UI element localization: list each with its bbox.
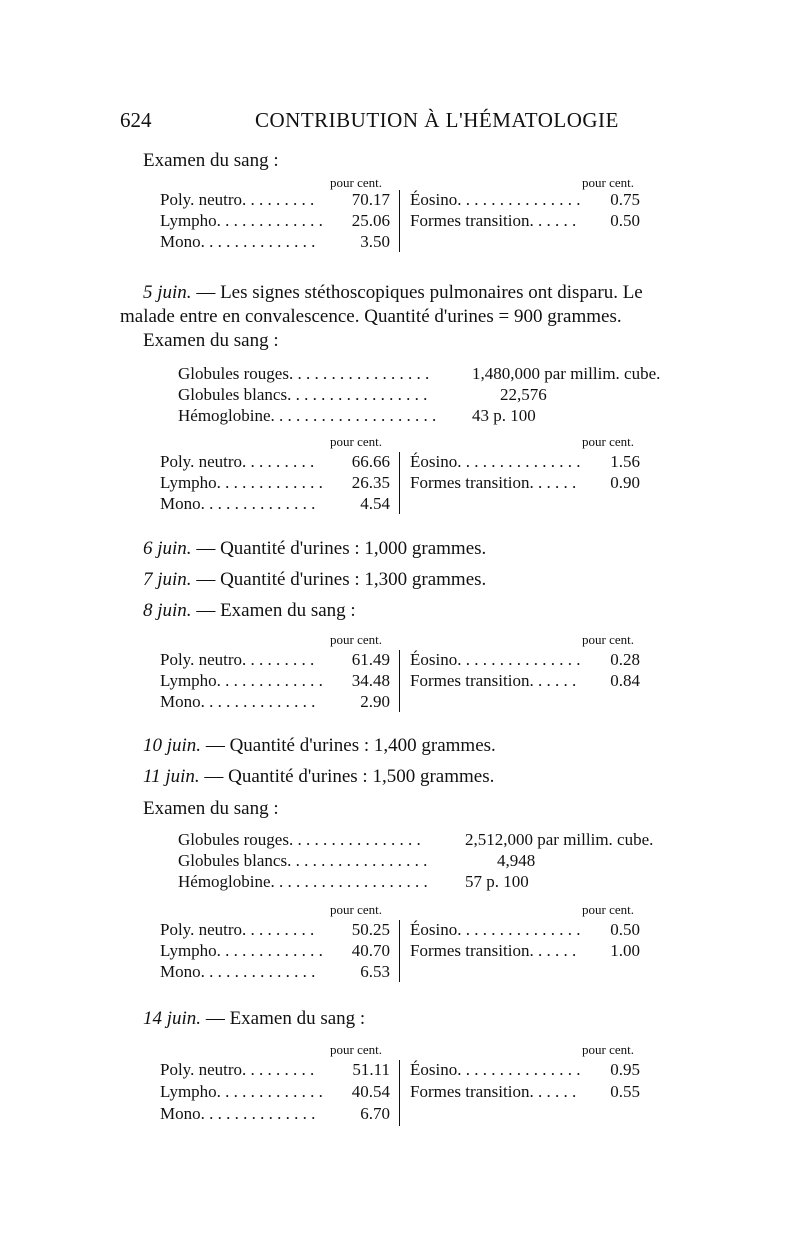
entry-date: 10 juin. [143, 735, 202, 756]
entry-date: 14 juin. [143, 1008, 202, 1029]
percent-header-right: pour cent. [582, 434, 634, 449]
count-label: Globules blancs. . . . . . . . . . . . . . . . . [178, 385, 428, 404]
row-label: Formes transition. . . . . . [410, 671, 577, 690]
row-label: Formes transition. . . . . . [410, 941, 577, 960]
row-label: Lympho. . . . . . . . . . . . . [160, 941, 323, 960]
entry-date: 11 juin. [143, 766, 200, 787]
count-value: 22,576 [500, 385, 547, 404]
count-value: 4,948 [497, 851, 536, 870]
entry-date: 8 juin. [143, 600, 192, 621]
row-value: 6.70 [360, 1104, 390, 1123]
paragraph-line [143, 766, 494, 788]
row-label: Poly. neutro. . . . . . . . . [160, 190, 315, 209]
row-label: Lympho. . . . . . . . . . . . . [160, 473, 323, 492]
row-value: 0.28 [610, 650, 640, 669]
row-label: Mono. . . . . . . . . . . . . . [160, 692, 316, 711]
count-value: 43 p. 100 [472, 406, 536, 425]
row-value: 51.11 [352, 1060, 390, 1079]
percent-header-left: pour cent. [330, 434, 382, 449]
paragraph-line [143, 735, 496, 757]
row-value: 0.75 [610, 190, 640, 209]
count-value: 1,480,000 par millim. cube. [472, 364, 661, 383]
exam-intro: Examen du sang : [143, 330, 279, 351]
row-label: Formes transition. . . . . . [410, 211, 577, 230]
running-title: CONTRIBUTION À L'HÉMATOLOGIE [255, 108, 619, 132]
row-value: 40.54 [351, 1082, 390, 1101]
paragraph-line [143, 600, 356, 622]
paragraph-line: malade entre en convalescence. Quantité d'urines = 900 grammes. [120, 306, 622, 327]
entry-text: — Examen du sang : [196, 600, 356, 621]
exam-intro: Examen du sang : [143, 150, 279, 171]
row-value: 34.48 [351, 671, 390, 690]
entry-text: — Examen du sang : [205, 1008, 366, 1029]
row-label: Mono. . . . . . . . . . . . . . [160, 494, 316, 513]
row-value: 0.50 [610, 211, 640, 230]
row-value: 4.54 [360, 494, 390, 513]
row-label: Éosino. . . . . . . . . . . . . . . [410, 452, 581, 471]
row-label: Poly. neutro. . . . . . . . . [160, 650, 315, 669]
row-value: 70.17 [351, 190, 390, 209]
row-label: Formes transition. . . . . . [410, 473, 577, 492]
row-value: 0.95 [610, 1060, 640, 1079]
row-value: 2.90 [360, 692, 390, 711]
row-label: Mono. . . . . . . . . . . . . . [160, 1104, 316, 1123]
count-label: Globules blancs. . . . . . . . . . . . . . . . . [178, 851, 428, 870]
percent-header-left: pour cent. [330, 175, 382, 190]
entry-date: 5 juin. [143, 282, 192, 303]
page-number: 624 [120, 108, 152, 132]
count-label: Globules rouges. . . . . . . . . . . . . . . . . [178, 364, 430, 383]
column-divider [399, 452, 400, 514]
percent-header-right: pour cent. [582, 1042, 634, 1057]
row-value: 26.35 [351, 473, 390, 492]
page-header [120, 108, 720, 138]
row-label: Éosino. . . . . . . . . . . . . . . [410, 920, 581, 939]
row-value: 25.06 [351, 211, 390, 230]
row-value: 1.56 [610, 452, 640, 471]
percent-header-right: pour cent. [582, 902, 634, 917]
entry-date: 6 juin. [143, 538, 192, 559]
column-divider [399, 650, 400, 712]
row-value: 66.66 [351, 452, 390, 471]
row-value: 1.00 [610, 941, 640, 960]
row-label: Poly. neutro. . . . . . . . . [160, 452, 315, 471]
count-value: 2,512,000 par millim. cube. [465, 830, 654, 849]
exam-intro: Examen du sang : [143, 798, 279, 819]
percent-header-right: pour cent. [582, 632, 634, 647]
paragraph-line [143, 569, 486, 591]
row-value: 0.84 [610, 671, 640, 690]
count-label: Hémoglobine. . . . . . . . . . . . . . . . . . . . [178, 406, 437, 425]
column-divider [399, 920, 400, 982]
percent-header-right: pour cent. [582, 175, 634, 190]
row-label: Lympho. . . . . . . . . . . . . [160, 211, 323, 230]
paragraph-line [143, 1008, 365, 1030]
entry-date: 7 juin. [143, 569, 192, 590]
percent-header-left: pour cent. [330, 1042, 382, 1057]
row-value: 0.50 [610, 920, 640, 939]
row-label: Lympho. . . . . . . . . . . . . [160, 671, 323, 690]
row-value: 0.55 [610, 1082, 640, 1101]
row-label: Éosino. . . . . . . . . . . . . . . [410, 1060, 581, 1079]
column-divider [399, 1060, 400, 1126]
count-value: 57 p. 100 [465, 872, 529, 891]
row-label: Formes transition. . . . . . [410, 1082, 577, 1101]
row-label: Lympho. . . . . . . . . . . . . [160, 1082, 323, 1101]
row-label: Mono. . . . . . . . . . . . . . [160, 962, 316, 981]
row-value: 61.49 [351, 650, 390, 669]
row-value: 0.90 [610, 473, 640, 492]
paragraph-line [143, 282, 643, 304]
row-label: Poly. neutro. . . . . . . . . [160, 920, 315, 939]
row-label: Poly. neutro. . . . . . . . . [160, 1060, 315, 1079]
row-value: 6.53 [360, 962, 390, 981]
row-label: Éosino. . . . . . . . . . . . . . . [410, 190, 581, 209]
row-value: 50.25 [351, 920, 390, 939]
column-divider [399, 190, 400, 252]
entry-text: — Quantité d'urines : 1,500 grammes. [204, 766, 495, 787]
paragraph-line [143, 538, 486, 560]
percent-header-left: pour cent. [330, 902, 382, 917]
entry-text: — Quantité d'urines : 1,000 grammes. [196, 538, 487, 559]
entry-text: — Quantité d'urines : 1,300 grammes. [196, 569, 487, 590]
percent-header-left: pour cent. [330, 632, 382, 647]
entry-text: — Quantité d'urines : 1,400 grammes. [205, 735, 496, 756]
row-label: Mono. . . . . . . . . . . . . . [160, 232, 316, 251]
row-label: Éosino. . . . . . . . . . . . . . . [410, 650, 581, 669]
count-label: Hémoglobine. . . . . . . . . . . . . . . . . . . [178, 872, 428, 891]
row-value: 40.70 [351, 941, 390, 960]
count-label: Globules rouges. . . . . . . . . . . . . . . . [178, 830, 421, 849]
entry-text: — Les signes stéthoscopiques pulmonaires ont disparu. Le [196, 282, 643, 303]
row-value: 3.50 [360, 232, 390, 251]
